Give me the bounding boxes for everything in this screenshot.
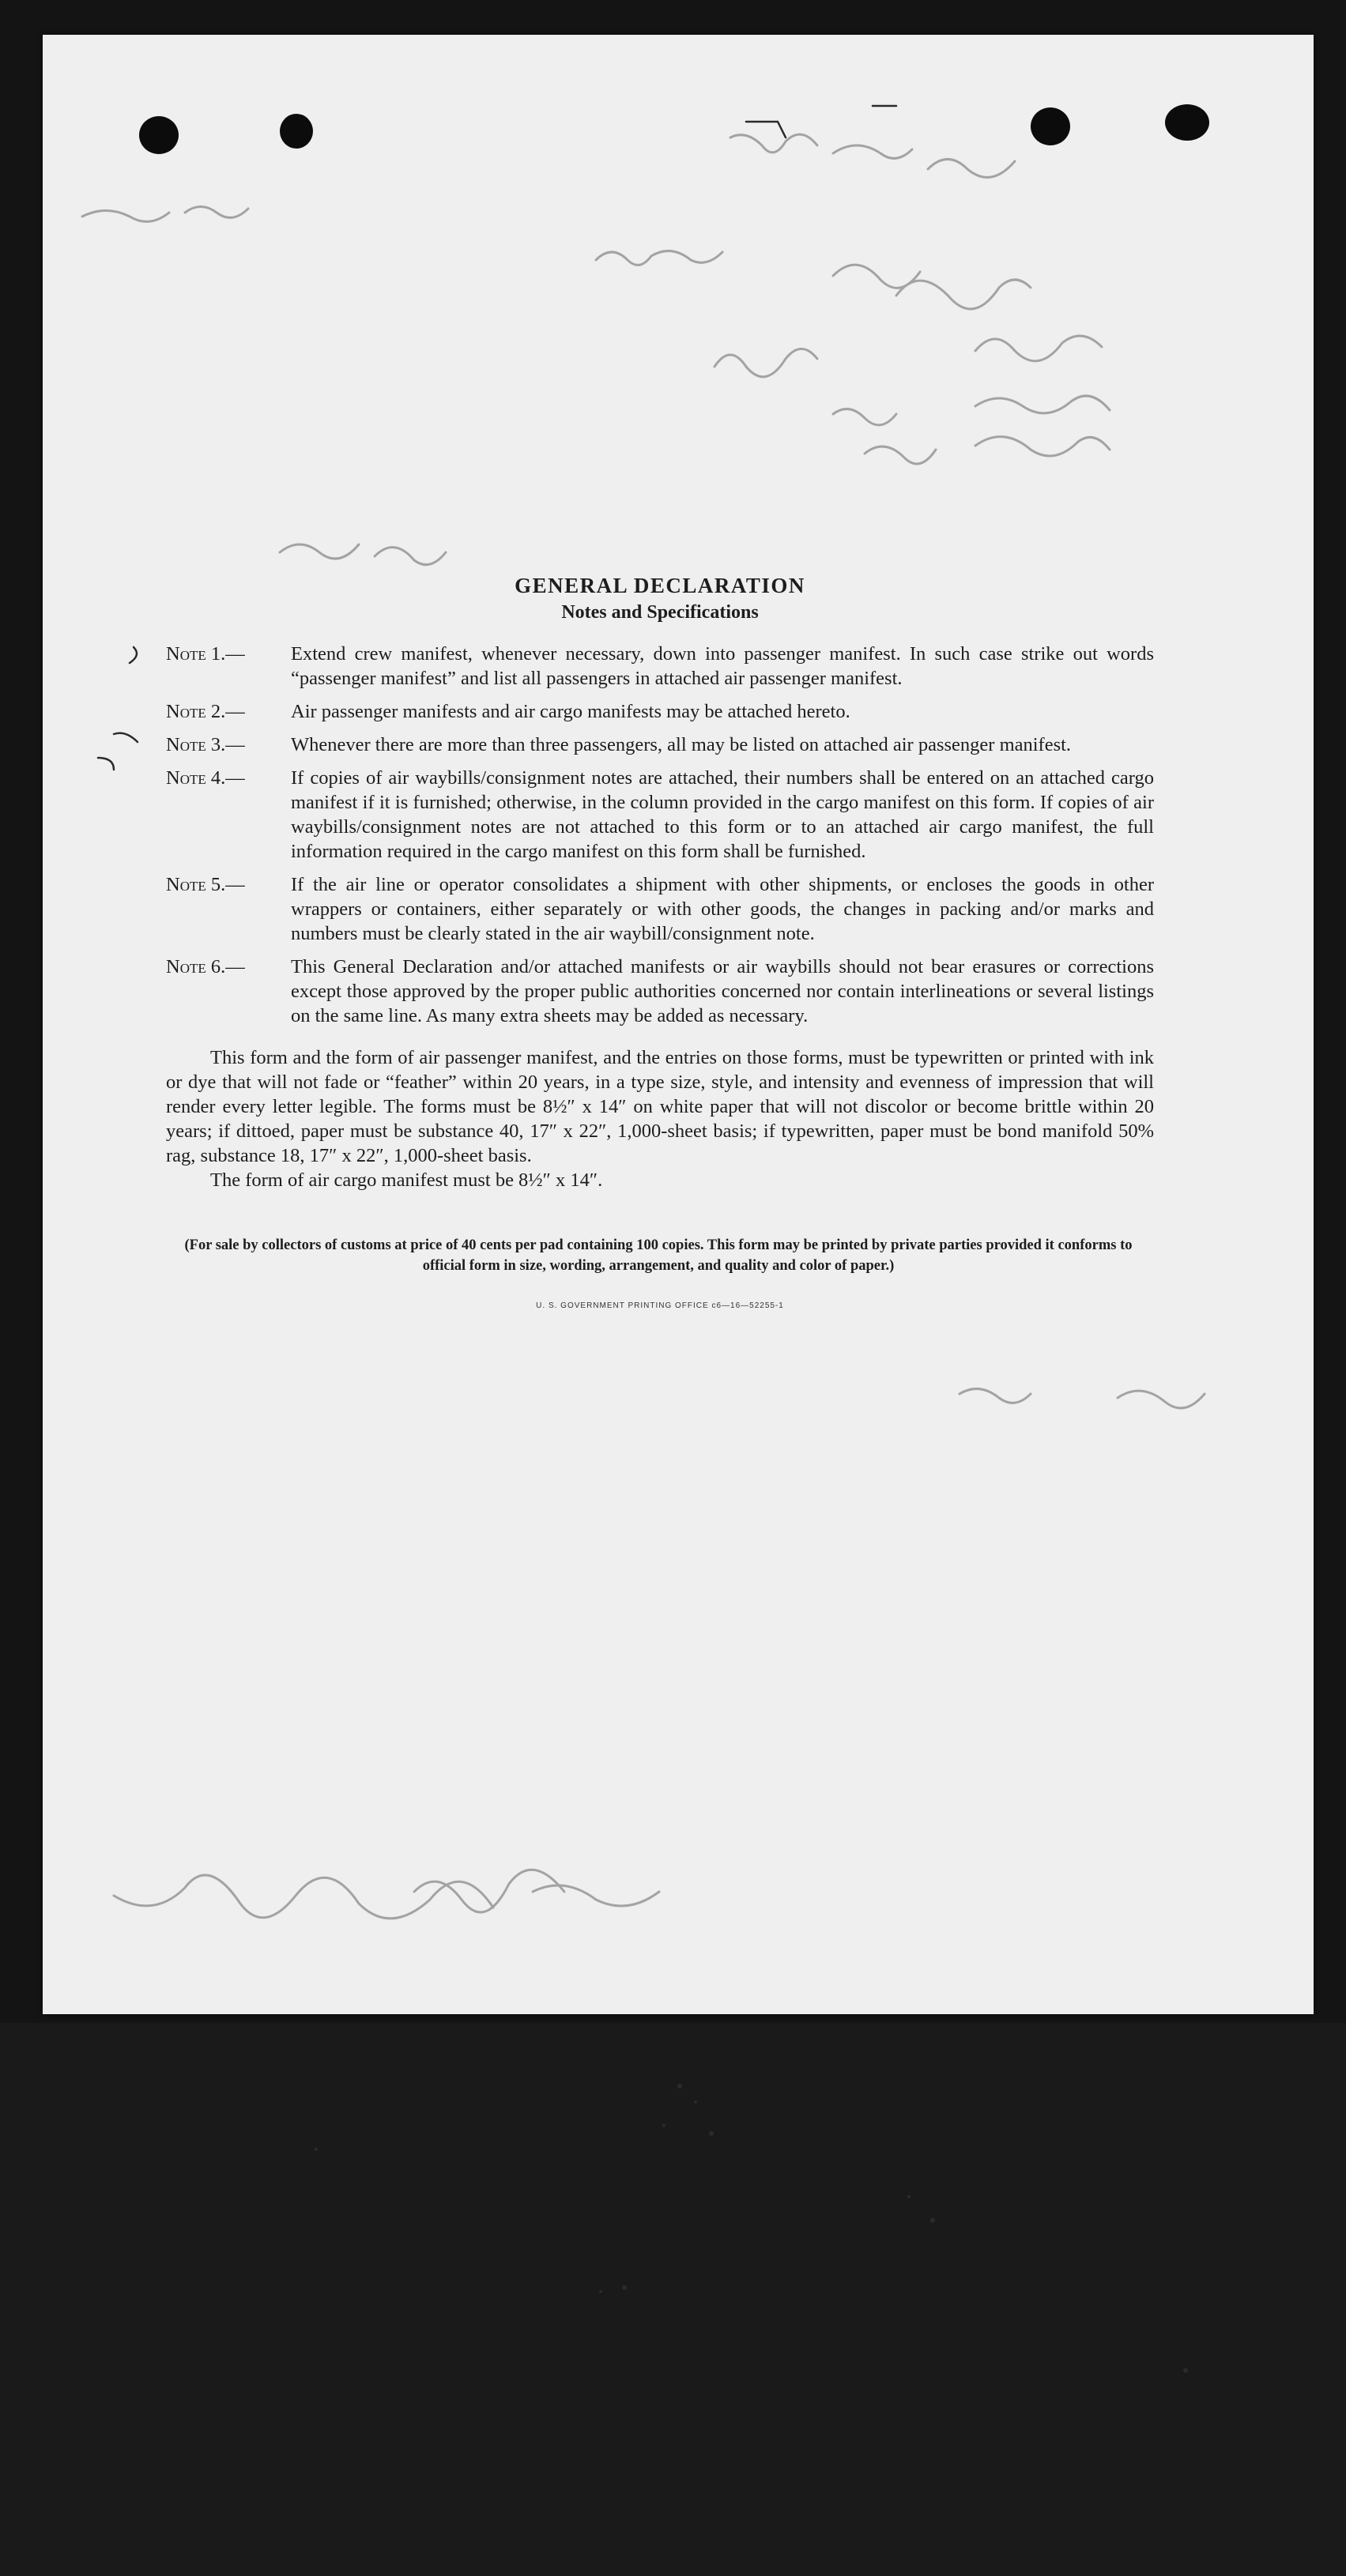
- note-3-label: Note 3.—: [166, 734, 245, 755]
- note-2-label: Note 2.—: [166, 701, 245, 722]
- note-4-text: If copies of air waybills/consignment notes are attached, their numbers shall be entered on an attached cargo manifest if it is furnished; otherwise, in the column provided in the cargo manifest on this form. If copies of air waybills/consignment notes are not attached to this form or to an attached air cargo manifest, the full information required in the cargo manifest on this form shall be furnished.: [291, 767, 1154, 862]
- note-2-text: Air passenger manifests and air cargo manifests may be attached hereto.: [291, 701, 850, 722]
- punch-hole-left-2: [280, 114, 313, 149]
- note-5-label: Note 5.—: [166, 874, 245, 895]
- note-4-label: Note 4.—: [166, 767, 245, 789]
- note-5-text: If the air line or operator consolidates a shipment with other shipments, or encloses the goods in other wrappers or containers, either separately or with other goods, the changes in packing and/or marks and numbers must be clearly stated in the air waybill/consignment note.: [291, 874, 1154, 944]
- note-1-text: Extend crew manifest, whenever necessary, down into passenger manifest. In such case strike out words “passenger manifest” and list all passengers in attached air passenger manifest.: [291, 643, 1154, 689]
- note-3-text: Whenever there are more than three passengers, all may be listed on attached air passenger manifest.: [291, 734, 1072, 755]
- document-title: GENERAL DECLARATION: [515, 574, 805, 597]
- note-6-label: Note 6.—: [166, 956, 245, 977]
- note-6: [166, 955, 1154, 1028]
- note-6-text: This General Declaration and/or attached manifests or air waybills should not bear erasures or corrections except those approved by the proper public authorities concerned nor contain interlineations or several listings on the same line. As many extra sheets may be added as necessary.: [291, 956, 1154, 1026]
- note-1: [166, 642, 1154, 691]
- note-2: [166, 699, 1154, 724]
- note-4: [166, 766, 1154, 864]
- punch-hole-right-2: [1165, 104, 1209, 141]
- sale-note: (For sale by collectors of customs at price of 40 cents per pad containing 100 copies. This form may be printed by private parties provided it conforms to official form in size, wording, arrangement, and quality and color of paper.): [184, 1237, 1133, 1274]
- document-subtitle: Notes and Specifications: [561, 602, 759, 623]
- note-5: [166, 872, 1154, 946]
- punch-hole-left-1: [139, 116, 179, 154]
- printing-office-imprint: U. S. GOVERNMENT PRINTING OFFICE c6—16—52255-1: [536, 1301, 784, 1310]
- cargo-manifest-size-paragraph: The form of air cargo manifest must be 8½″ x 14″.: [210, 1169, 603, 1191]
- punch-hole-right-1: [1031, 107, 1070, 145]
- general-declaration-notes: [166, 572, 1154, 1310]
- note-1-label: Note 1.—: [166, 643, 245, 665]
- form-specification-paragraph: This form and the form of air passenger manifest, and the entries on those forms, must be typewritten or printed with ink or dye that will not fade or “feather” within 20 years, in a type size, style, and intensity and evenness of impression that will render every letter legible. The forms must be 8½″ x 14″ on white paper that will not discolor or become brittle within 20 years; if dittoed, paper must be substance 40, 17″ x 22″, 1,000-sheet basis; if typewritten, paper must be bond manifold 50% rag, substance 18, 17″ x 22″, 1,000-sheet basis.: [166, 1047, 1154, 1166]
- note-3: [166, 733, 1154, 757]
